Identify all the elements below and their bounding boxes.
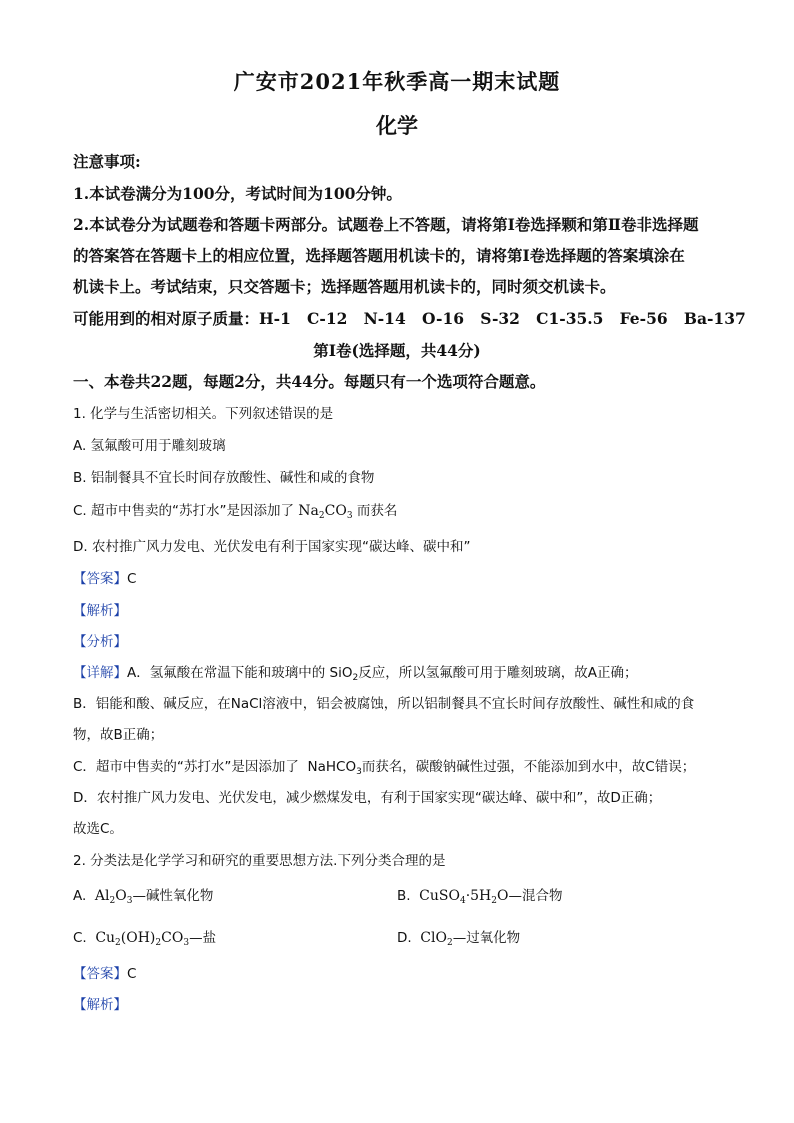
formula-cuso4-5h2o: $CuSO_4\cdot 5H_2O$ — [419, 888, 509, 906]
question-1-detail-b-line-1: B．铝能和酸、碱反应，在NaCl溶液中，铝会被腐蚀，所以铝制餐具不宜长时间存放酸性、碱性和咸的食 — [73, 696, 695, 712]
answer-tag: 【答案】 — [73, 571, 127, 587]
question-1-conclusion: 故选C。 — [73, 821, 123, 837]
section-instruction: 一、本卷共22题，每题2分，共44分。每题只有一个选项符合题意。 — [73, 372, 546, 391]
formula-na2co3: $Na_2CO_3$ — [298, 503, 353, 521]
question-1-option-a: A. 氢氟酸可用于雕刻玻璃 — [73, 438, 226, 454]
question-1-option-c: C. 超市中售卖的“苏打水”是因添加了 $Na_2CO_3$ 而获名 — [73, 503, 398, 521]
question-1-stem: 1. 化学与生活密切相关。下列叙述错误的是 — [73, 406, 334, 422]
question-1-option-b: B. 铝制餐具不宜长时间存放酸性、碱性和咸的食物 — [73, 470, 375, 486]
question-2-stem: 2. 分类法是化学学习和研究的重要思想方法.下列分类合理的是 — [73, 853, 446, 869]
notice-item-2-line-1: 2.本试卷分为试题卷和答题卡两部分。试题卷上不答题，请将第Ⅰ卷选择颗和第Ⅱ卷非选择题 — [73, 215, 699, 234]
question-2-analysis-tag: 【解析】 — [73, 997, 127, 1013]
question-2-answer — [73, 962, 733, 982]
question-1-detail-a: 【详解】A．氢氟酸在常温下能和玻璃中的 SiO$_2$反应，所以氢氟酸可用于雕刻玻璃，故A正确； — [73, 665, 638, 683]
notice-item-1: 1.本试卷满分为100分，考试时间为100分钟。 — [73, 184, 402, 203]
question-1-fenxi-tag: 【分析】 — [73, 634, 127, 650]
exam-title: 广安市2021年秋季高一期末试题 — [233, 69, 561, 94]
question-2-option-a: A. $Al_2O_3—$碱性氧化物 — [73, 888, 214, 906]
section-heading: 第Ⅰ卷(选择题，共44分) — [313, 341, 481, 360]
question-2-option-c: C. $Cu_2(OH)_2CO_3—$盐 — [73, 930, 217, 948]
formula-al2o3: $Al_2O_3$ — [94, 888, 133, 906]
question-2-option-b: B. $CuSO_4\cdot 5H_2O—$混合物 — [397, 888, 563, 906]
notice-item-2-line-2: 的答案答在答题卡上的相应位置，选择题答题用机读卡的，请将第Ⅰ卷选择题的答案填涂在 — [73, 246, 685, 265]
detail-tag: 【详解】 — [73, 665, 127, 681]
notice-item-2-line-3: 机读卡上。考试结束，只交答题卡；选择题答题用机读卡的，同时须交机读卡。 — [73, 277, 616, 296]
question-1-analysis-tag: 【解析】 — [73, 603, 127, 619]
subject-title: 化学 — [376, 113, 418, 138]
answer-value: C — [127, 966, 137, 982]
question-1-option-d: D. 农村推广风力发电、光伏发电有利于国家实现“碳达峰、碳中和” — [73, 539, 471, 555]
question-1-detail-d: D．农村推广风力发电、光伏发电，减少燃煤发电，有利于国家实现“碳达峰、碳中和”，故D正确； — [73, 790, 662, 806]
atomic-mass-line: 可能用到的相对原子质量：H-1 C-12 N-14 O-16 S-32 C1-35.5 Fe-56 Ba-137 — [73, 309, 746, 328]
answer-tag: 【答案】 — [73, 966, 127, 982]
formula-clo2: ClO$_2$ — [420, 930, 453, 948]
answer-value: C — [127, 571, 137, 587]
question-1-detail-c: C．超市中售卖的“苏打水”是因添加了 NaHCO$_3$而获名，碳酸钠碱性过强，不能添加到水中，故C错误； — [73, 759, 696, 777]
notice-heading: 注意事项: — [73, 152, 141, 171]
question-2-option-d: D. ClO$_2$—过氧化物 — [397, 930, 521, 948]
question-1-detail-b-line-2: 物，故B正确； — [73, 727, 164, 743]
formula-cu2oh2co3: $Cu_2(OH)_2CO_3$ — [95, 930, 190, 948]
question-1-answer — [73, 567, 733, 587]
